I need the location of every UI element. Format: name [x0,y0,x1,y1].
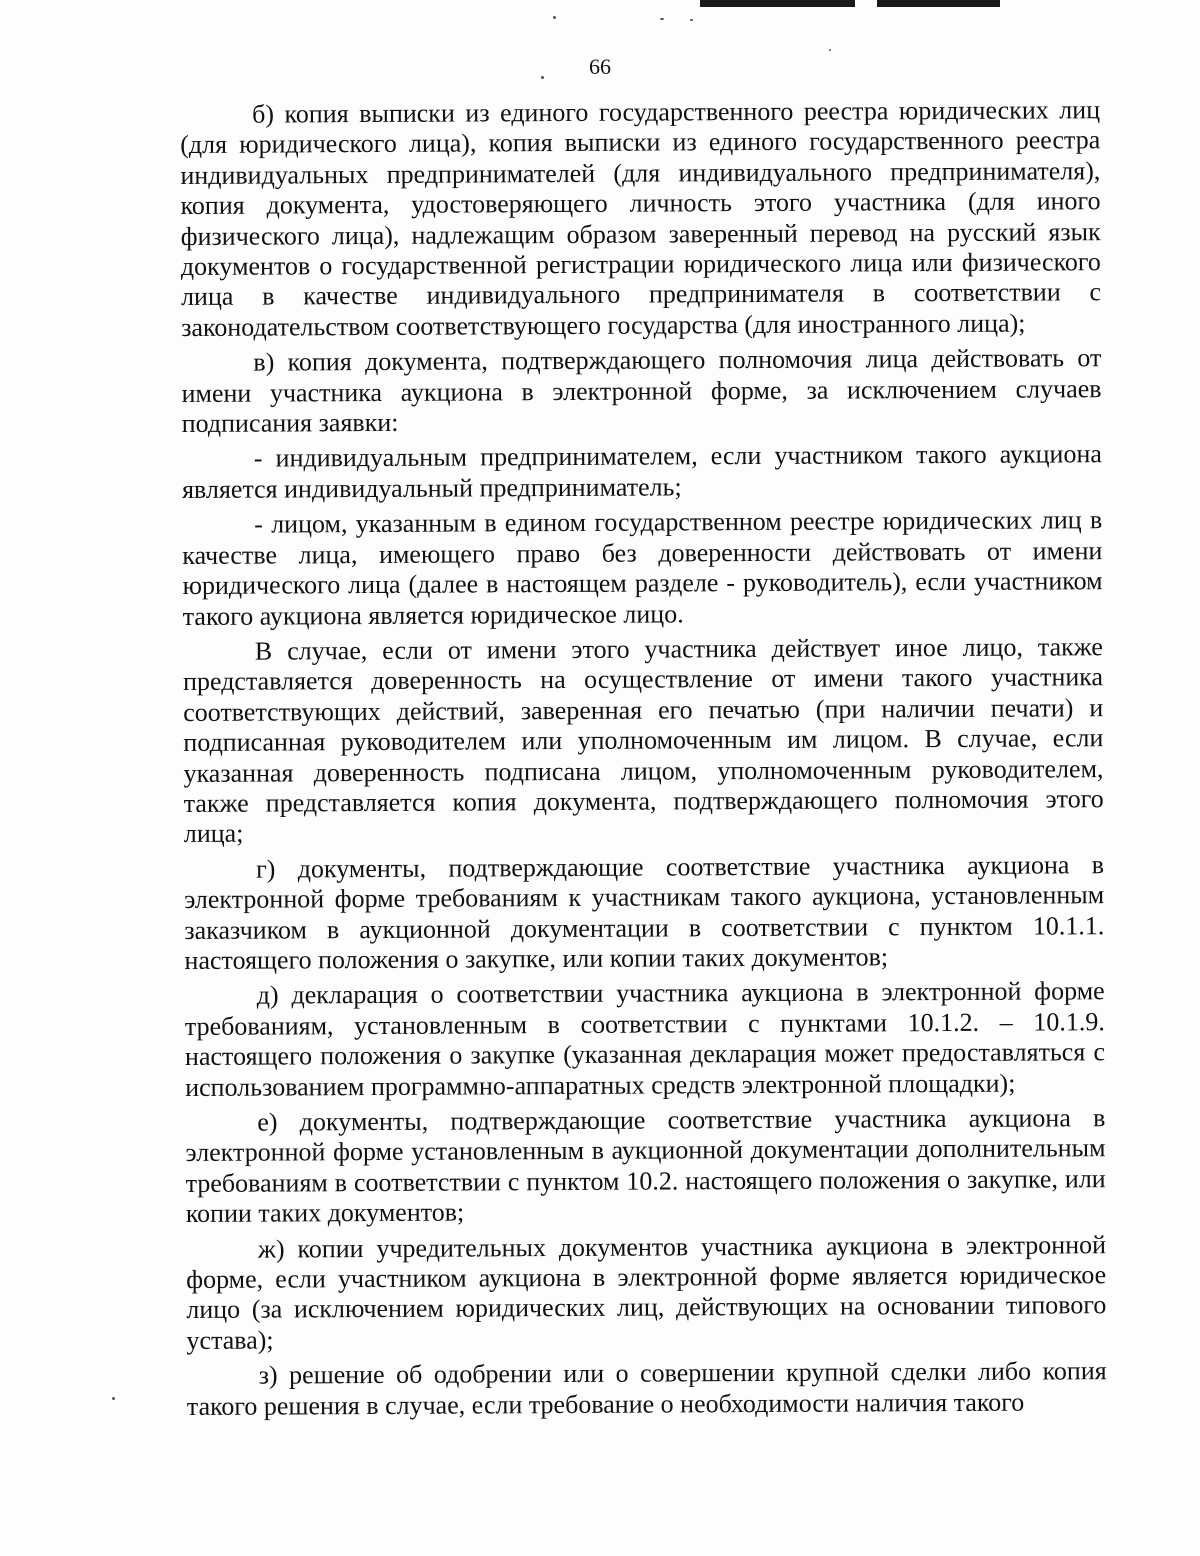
scan-speck [660,18,664,20]
page-number: 66 [589,54,611,79]
scan-edge-artifact [700,0,1000,7]
paragraph-dash-registry: - лицом, указанным в едином государственном реестре юридических лиц в качестве лица, имеющего право без доверенности действовать от имени юридического лица (далее в настоящем разделе - руководитель), если участником такого аукциона является юридическое лицо. [182,505,1103,631]
scan-speck [112,1397,115,1400]
paragraph-z: з) решение об одобрении или о совершении крупной сделки либо копия такого решения в случае, если требование о необходимости наличия такого [186,1356,1107,1421]
document-body [180,95,1107,1427]
scan-speck [829,49,831,51]
paragraph-d: д) декларация о соответствии участника аукциона в электронной форме требованиям, установленным в соответствии с пунктами 10.1.2. – 10.1.9. настоящего положения о закупке (указанная декларация может предоставляться с использованием программно-аппаратных средств электронной площадки); [184,976,1106,1102]
paragraph-g: г) документы, подтверждающие соответствие участника аукциона в электронной форме требованиям к участникам такого аукциона, установленным заказчиком в аукционной документации в соответствии с пунктом 10.1.1. настоящего положения о закупке, или копии таких документов; [184,849,1105,975]
paragraph-dash-entrepreneur: - индивидуальным предпринимателем, если участником такого аукциона является индивидуальный предприниматель; [181,439,1102,504]
paragraph-v: в) копия документа, подтверждающего полномочия лица действовать от имени участника аукциона в электронной форме, за исключением случаев подписания заявки: [181,343,1102,439]
paragraph-zh: ж) копии учредительных документов участника аукциона в электронной форме, если участником аукциона в электронной форме является юридическое лицо (за исключением юридических лиц, действующих на основании типового устава); [186,1229,1107,1355]
paragraph-b: б) копия выписки из единого государственного реестра юридических лиц (для юридического лица), копия выписки из единого государственного реестра индивидуальных предпринимателей (для индивидуального предпринимателя), копия документа, удостоверяющего личность этого участника (для иного физического лица), надлежащим образом заверенный перевод на русский язык документов о государственной регистрации юридического лица или физического лица в качестве индивидуального предпринимателя в соответствии с законодательством соответствующего государства (для иностранного лица); [180,95,1102,342]
scan-speck [553,16,556,19]
paragraph-power-of-attorney: В случае, если от имени этого участника действует иное лицо, также представляется доверенность на осуществление от имени такого участника соответствующих действий, заверенная его печатью (при наличии печати) и подписанная руководителем или уполномоченным им лицом. В случае, если указанная доверенность подписана лицом, уполномоченным руководителем, также представляется копия документа, подтверждающего полномочия этого лица; [182,632,1104,849]
paragraph-e: е) документы, подтверждающие соответствие участника аукциона в электронной форме установленным в аукционной документации дополнительным требованиям в соответствии с пунктом 10.2. настоящего положения о закупке, или копии таких документов; [185,1103,1106,1229]
scan-edge-gap [855,0,877,7]
scan-speck [690,19,693,21]
